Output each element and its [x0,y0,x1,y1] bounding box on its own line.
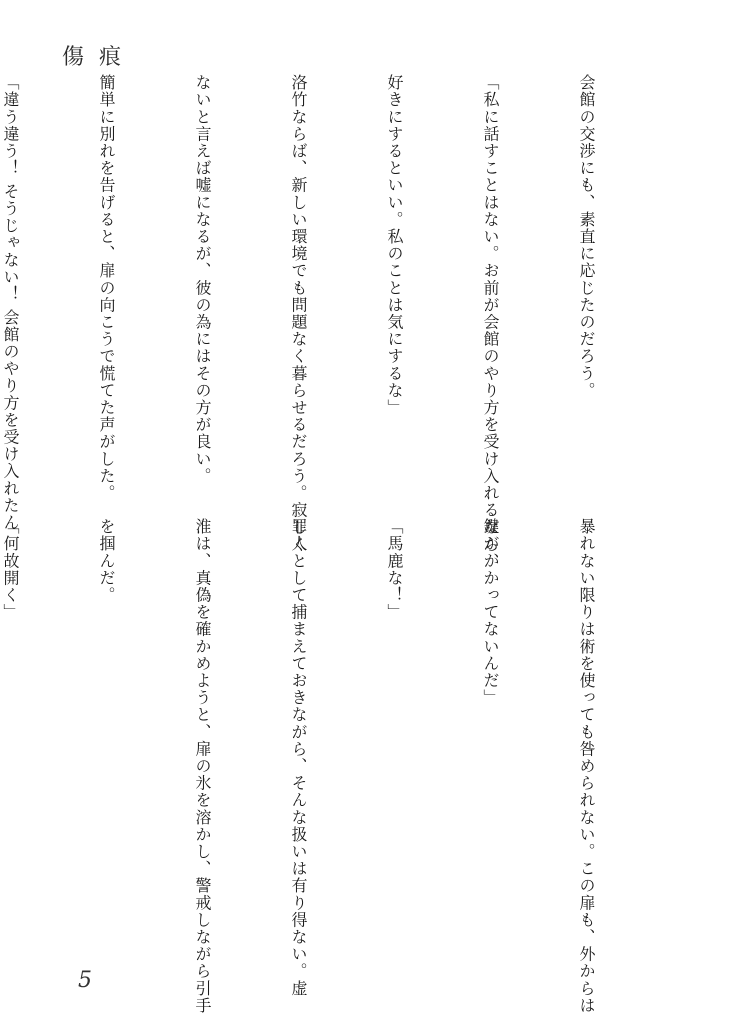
text-line: 「何故開く」 [1,518,20,621]
text-block-lower [1,518,666,1014]
text-line: 簡単に別れを告げると、扉の向こうで慌てた声がした。 [97,74,116,502]
text-line: 洛竹ならば、新しい環境でも問題なく暮らせるだろう。寂しく [289,74,308,553]
text-line: を掴んだ。 [97,518,116,604]
text-line: 淮は、真偽を確かめようと、扉の氷を溶かし、警戒しながら引手 [193,518,212,1014]
page-number: 5 [78,968,92,993]
text-line: 好きにするといい。私のことは気にするな」 [385,74,404,416]
text-line: 「私に話すことはない。お前が会館のやり方を受け入れるなら、 [481,74,500,570]
chapter-title: 傷 痕 [62,45,125,70]
text-line: 暴れない限りは術を使っても咎められない。この扉も、外からは [577,518,596,1014]
text-line: ないと言えば嘘になるが、彼の為にはその方が良い。 [193,74,212,485]
text-line: 鍵がかかってないんだ」 [481,518,500,707]
text-line: 「馬鹿な！」 [385,518,404,621]
text-line: 会館の交渉にも、素直に応じたのだろう。 [577,74,596,399]
text-line: 「違う違う！ そうじゃない！ 会館のやり方を受け入れたん [1,74,20,531]
text-line: 罪人として捕まえておきながら、そんな扱いは有り得ない。虚 [289,518,308,997]
